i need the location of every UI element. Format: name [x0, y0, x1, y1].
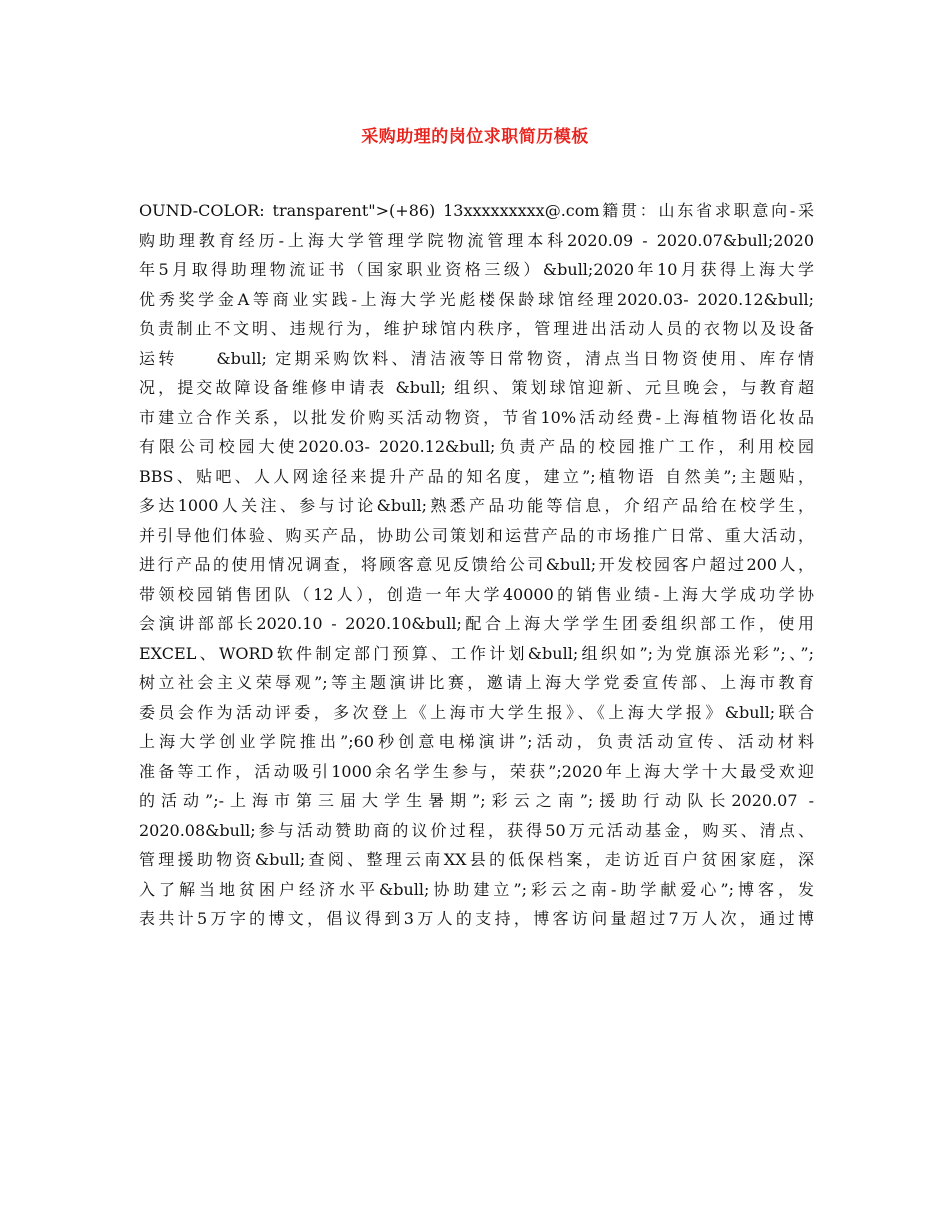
body-line: 2020.08&bull;参与活动赞助商的议价过程，获得50万元活动基金，购买、清点、 [139, 820, 814, 840]
body-line: EXCEL、WORD软件制定部门预算、工作计划&bull;组织如”;为党旗添光彩”;、”; [139, 643, 814, 663]
body-line: 有限公司校园大使2020.03- 2020.12&bull;负责产品的校园推广工作，利用校园 [139, 437, 814, 456]
body-line: 况，提交故障设备维修申请表 &bull; 组织、策划球馆迎新、元旦晚会，与教育超 [139, 378, 814, 397]
body-line: 上海大学创业学院推出”;60秒创意电梯演讲”;活动，负责活动宣传、活动材料 [139, 732, 814, 751]
body-line: 负责制止不文明、违规行为，维护球馆内秩序，管理进出活动人员的衣物以及设备 [139, 319, 814, 338]
body-line: 入了解当地贫困户经济水平&bull;协助建立”;彩云之南-助学献爱心”;博客，发 [139, 879, 814, 899]
body-line: 准备等工作，活动吸引1000余名学生参与，荣获”;2020年上海大学十大最受欢迎 [139, 761, 814, 781]
body-line: BBS、贴吧、人人网途径来提升产品的知名度，建立”;植物语 自然美”;主题贴， [139, 466, 814, 486]
body-line: 委员会作为活动评委，多次登上《上海市大学生报》、《上海大学报》&bull;联合 [139, 702, 814, 722]
body-line: 带领校园销售团队（12人），创造一年大学40000的销售业绩-上海大学成功学协 [139, 584, 814, 604]
body-line: 表共计5万字的博文，倡议得到3万人的支持，博客访问量超过7万人次，通过博 [139, 909, 814, 928]
body-line: 进行产品的使用情况调查，将顾客意见反馈给公司&bull;开发校园客户超过200人， [139, 555, 814, 574]
body-line: 会演讲部部长2020.10 - 2020.10&bull;配合上海大学学生团委组织部工作，使用 [139, 614, 814, 633]
body-line: 市建立合作关系，以批发价购买活动物资，节省10%活动经费-上海植物语化妆品 [139, 407, 814, 427]
body-line: 多达1000人关注、参与讨论&bull;熟悉产品功能等信息，介绍产品给在校学生， [139, 496, 814, 515]
body-line: 并引导他们体验、购买产品，协助公司策划和运营产品的市场推广日常、重大活动， [139, 525, 814, 545]
document-title: 采购助理的岗位求职简历模板 [361, 127, 589, 147]
body-line: 购助理教育经历-上海大学管理学院物流管理本科2020.09 - 2020.07&bull;2020 [139, 230, 814, 250]
body-line: 优秀奖学金A等商业实践-上海大学光彪楼保龄球馆经理2020.03- 2020.12&bull; [139, 289, 814, 309]
body-line: 的活动”;-上海市第三届大学生暑期”;彩云之南”;援助行动队长2020.07 - [139, 791, 814, 810]
body-line: 树立社会主义荣辱观”;等主题演讲比赛，邀请上海大学党委宣传部、上海市教育 [139, 673, 814, 692]
document-body [139, 196, 814, 934]
body-line: 管理援助物资&bull;查阅、整理云南XX县的低保档案，走访近百户贫困家庭，深 [139, 850, 814, 869]
body-line: 运转 &bull; 定期采购饮料、清洁液等日常物资，清点当日物资使用、库存情 [139, 348, 814, 368]
body-line: OUND-COLOR: transparent">(+86) 13xxxxxxxxx@.com籍贯：山东省求职意向-采 [139, 201, 814, 220]
body-line: 年5月取得助理物流证书（国家职业资格三级）&bull;2020年10月获得上海大学 [139, 260, 814, 279]
